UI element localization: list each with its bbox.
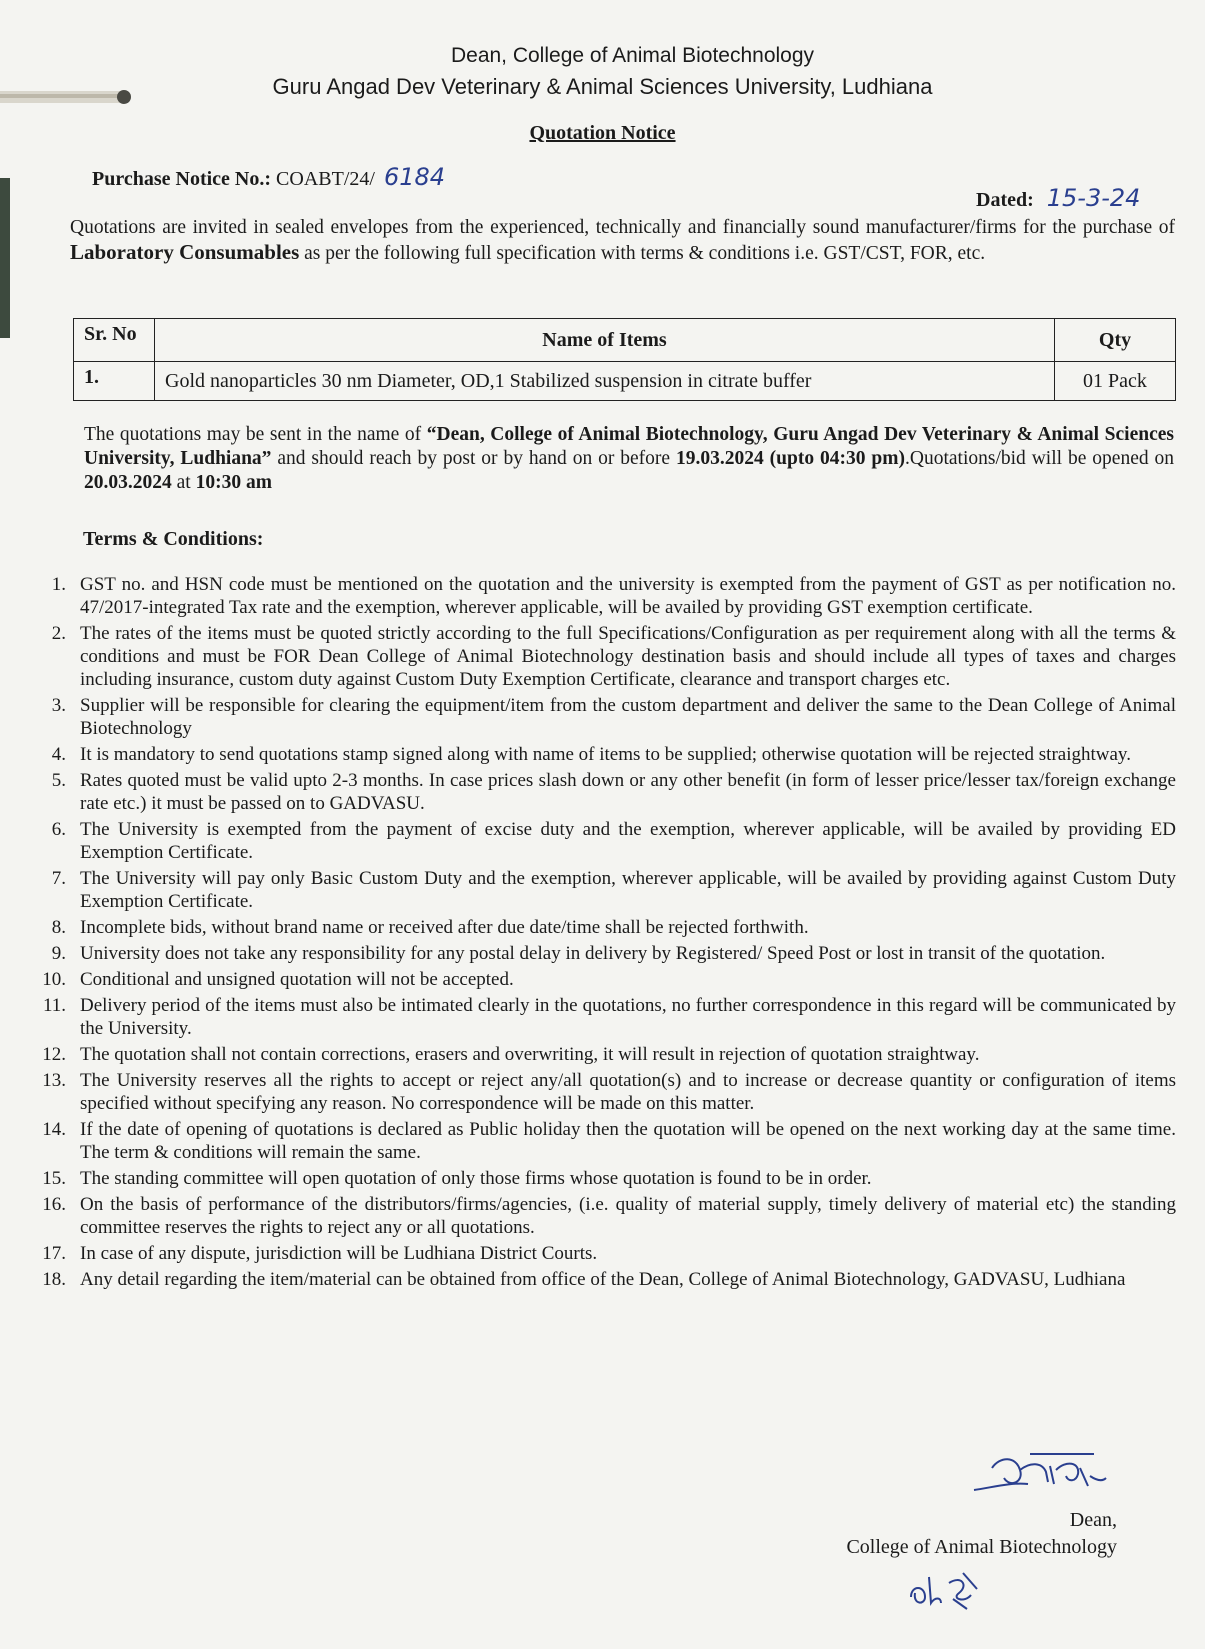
intro-text: Quotations are invited in sealed envelopes from the experienced, technically and financially sound manufacturer/firms for the purchase of [70, 217, 1175, 238]
term-number: 6. [51, 819, 66, 840]
send-text-3: .Quotations/bid will be opened on [905, 448, 1175, 469]
list-item [30, 1043, 1176, 1066]
term-text: Supplier will be responsible for clearing the equipment/item from the custom department and deliver the same to the Dean College of Animal Biotechnology [80, 695, 1176, 739]
list-item [30, 1167, 1176, 1190]
term-number: 15. [42, 1168, 66, 1189]
handwritten-notice-number: 6184 [383, 163, 446, 191]
list-item [30, 1242, 1176, 1265]
header-line-2: Guru Angad Dev Veterinary & Animal Sciences University, Ludhiana [272, 74, 933, 99]
signatory-title: Dean, [1069, 1509, 1117, 1531]
term-text: University does not take any responsibility for any postal delay in delivery by Registered/ Speed Post or lost in transit of the quotation. [80, 943, 1106, 964]
purchase-notice [92, 163, 445, 191]
term-text: In case of any dispute, jurisdiction will be Ludhiana District Courts. [80, 1243, 598, 1264]
table-header-row [74, 319, 1176, 362]
handwritten-initials [905, 1569, 985, 1613]
list-item [30, 743, 1176, 766]
term-text: The quotation shall not contain corrections, erasers and overwriting, it will result in rejection of quotation straightway. [80, 1044, 980, 1065]
term-text: GST no. and HSN code must be mentioned on the quotation and the university is exempted from the payment of GST as per notification no. 47/2017-integrated Tax rate and the exemption, wherever applicable, will be availed by providing GST exemption certificate. [80, 574, 1176, 618]
term-text: Delivery period of the items must also be intimated clearly in the quotations, no further correspondence in this regard will be communicated by the University. [80, 995, 1176, 1039]
term-number: 8. [51, 917, 66, 938]
left-edge-tab [0, 178, 10, 338]
cell-qty: 01 Pack [1055, 362, 1176, 401]
handwritten-date: 15-3-24 [1046, 184, 1141, 212]
opening-date: 20.03.2024 [84, 472, 172, 493]
term-number: 4. [51, 744, 66, 765]
term-text: On the basis of performance of the distributors/firms/agencies, (i.e. quality of material supply, timely delivery of material etc) the standing committee reserves the rights to reject any or all quotations. [80, 1194, 1176, 1238]
cell-item-name: Gold nanoparticles 30 nm Diameter, OD,1 Stabilized suspension in citrate buffer [155, 362, 1055, 401]
term-text: The rates of the items must be quoted strictly according to the full Specifications/Configuration as per requirement along with all the terms & conditions and must be FOR Dean College of Animal Biotechnology destination basis and should include all types of taxes and charges including insurance, custom duty against Custom Duty Exemption Certificate, clearance and transport charges etc. [80, 623, 1176, 690]
list-item [30, 573, 1176, 619]
term-number: 16. [42, 1194, 66, 1215]
list-item [30, 622, 1176, 691]
intro-paragraph [70, 216, 1175, 266]
list-item [30, 694, 1176, 740]
dated-field [976, 184, 1140, 212]
header-line-1: Dean, College of Animal Biotechnology [450, 44, 815, 67]
submission-paragraph [84, 423, 1174, 495]
intro-bold-item: Laboratory Consumables [70, 240, 300, 264]
col-header-qty: Qty [1055, 319, 1176, 362]
term-text: The University will pay only Basic Custom Duty and the exemption, wherever applicable, will be availed by providing against Custom Duty Exemption Certificate. [80, 868, 1176, 912]
list-item [30, 942, 1176, 965]
table-row [74, 362, 1176, 401]
col-header-name: Name of Items [155, 319, 1055, 362]
dean-signature [970, 1448, 1110, 1502]
terms-heading: Terms & Conditions: [83, 528, 264, 550]
term-number: 9. [51, 943, 66, 964]
send-addressee: “Dean, College of Animal Biotechnology, Guru Angad Dev Veterinary & Animal Sciences University, Ludhiana” [84, 424, 1175, 469]
list-item [30, 818, 1176, 864]
items-table [73, 318, 1176, 401]
purchase-notice-value: COABT/24/ [276, 168, 375, 190]
page-title: Quotation Notice [529, 122, 676, 144]
term-text: Conditional and unsigned quotation will not be accepted. [80, 969, 514, 990]
list-item [30, 769, 1176, 815]
list-item [30, 916, 1176, 939]
term-text: The University reserves all the rights to accept or reject any/all quotation(s) and to increase or decrease quantity or configuration of items specified without specifying any reason. No correspondence will be made on this matter. [80, 1070, 1176, 1114]
term-number: 5. [51, 770, 66, 791]
opening-time: 10:30 am [195, 472, 272, 493]
col-header-sr-no: Sr. No [74, 319, 155, 362]
term-text: If the date of opening of quotations is declared as Public holiday then the quotation will be opened on the next working day at the same time. The term & conditions will remain the same. [80, 1119, 1176, 1163]
term-text: Rates quoted must be valid upto 2-3 months. In case prices slash down or any other benefit (in form of lesser price/lesser tax/foreign exchange rate etc.) it must be passed on to GADVASU. [80, 770, 1176, 814]
send-deadline-time: (upto 04:30 pm) [769, 448, 906, 469]
cell-sr-no: 1. [74, 362, 155, 401]
list-item [30, 1268, 1176, 1291]
term-number: 13. [42, 1070, 66, 1091]
list-item [30, 867, 1176, 913]
term-text: The standing committee will open quotation of only those firms whose quotation is found to be in order. [80, 1168, 872, 1189]
list-item [30, 1069, 1176, 1115]
term-number: 3. [51, 695, 66, 716]
term-number: 11. [42, 995, 66, 1016]
signatory-college: College of Animal Biotechnology [846, 1536, 1117, 1558]
purchase-notice-label: Purchase Notice No.: [92, 168, 272, 190]
term-number: 2. [51, 623, 66, 644]
term-number: 10. [42, 969, 66, 990]
term-text: Any detail regarding the item/material can be obtained from office of the Dean, College of Animal Biotechnology, GADVASU, Ludhiana [80, 1269, 1126, 1290]
term-number: 18. [42, 1269, 66, 1290]
list-item [30, 1193, 1176, 1239]
term-text: It is mandatory to send quotations stamp signed along with name of items to be supplied; otherwise quotation will be rejected straightway. [80, 744, 1131, 765]
term-number: 12. [42, 1044, 66, 1065]
send-deadline-date: 19.03.2024 [676, 448, 764, 469]
send-text-1: The quotations may be sent in the name of [84, 424, 422, 445]
term-text: The University is exempted from the payment of excise duty and the exemption, wherever applicable, will be availed by providing ED Exemption Certificate. [80, 819, 1176, 863]
term-number: 7. [51, 868, 66, 889]
list-item [30, 994, 1176, 1040]
send-text-4: at [176, 472, 191, 493]
term-number: 1. [51, 574, 66, 595]
intro-text-end: as per the following full specification with terms & conditions i.e. GST/CST, FOR, etc. [304, 243, 986, 264]
term-number: 14. [42, 1119, 66, 1140]
signatory-block [846, 1507, 1117, 1561]
list-item [30, 968, 1176, 991]
send-text-2: and should reach by post or by hand on or before [277, 448, 671, 469]
term-text: Incomplete bids, without brand name or received after due date/time shall be rejected forthwith. [80, 917, 809, 938]
terms-list [30, 573, 1176, 1294]
dated-label: Dated: [976, 189, 1034, 211]
list-item [30, 1118, 1176, 1164]
term-number: 17. [42, 1243, 66, 1264]
